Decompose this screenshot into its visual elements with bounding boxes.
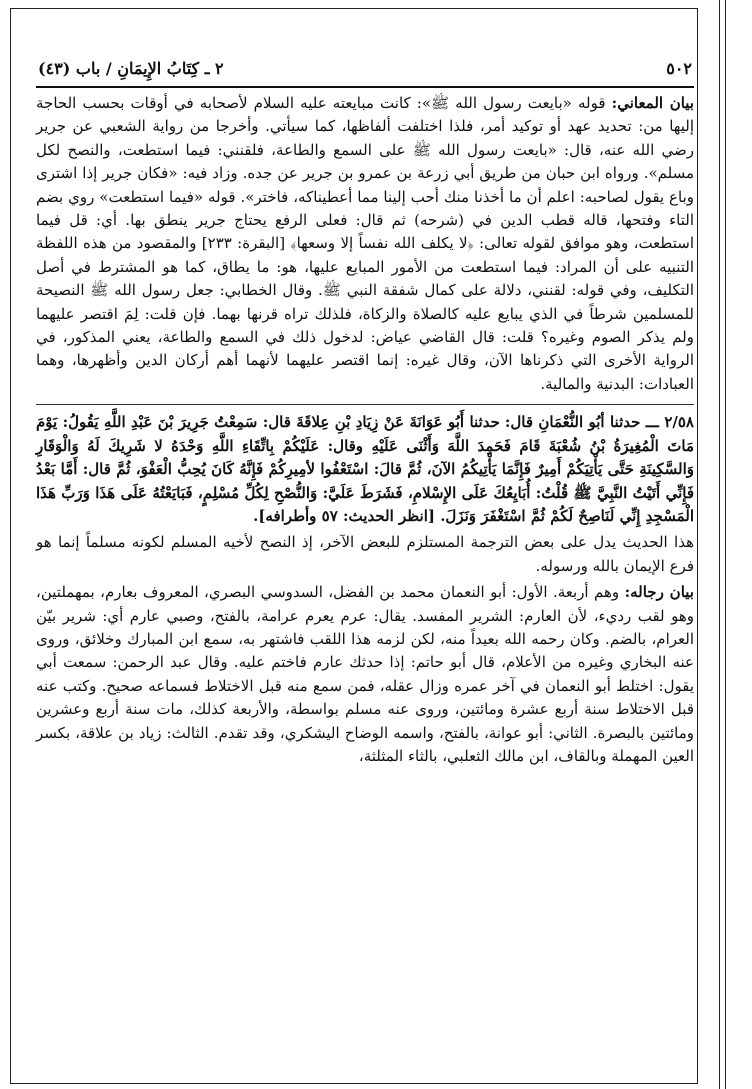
commentary-text: هذا الحديث يدل على بعض الترجمة المستلزم للبعض الآخر، إذ النصح لأخيه المسلم لكونه مسلماً إنما هو فرع الإيمان بالله ورسوله. [36,533,694,575]
page-number: ٥٠٢ [666,58,692,78]
section-divider [36,404,694,405]
chapter-title: ٢ ـ كِتَابُ الإِيمَانِ / باب (٤٣) [38,58,224,78]
header-rule [36,86,694,88]
hadith-number: ٢/٥٨ ـــ حدثنا أبُو النُّعْمَانِ قال: [504,413,694,432]
hadith-text: حدثنا أَبُو عَوَانَةَ عَنْ زِيَادِ بْنِ عِلاقَةَ قال: سَمِعْتُ جَرِيرَ بْنَ عَبْدِ اللَّهِ يَقُولُ: يَوْمَ مَاتَ الْمُغِيرَةُ بْنُ شُعْبَةَ قَامَ فَحَمِدَ اللَّهَ وَأَثْنَى عَلَيْهِ وقال: عَلَيْكُمْ بِاتِّقَاءِ اللَّهِ وَحْدَهُ لا شَرِيكَ لَهُ وَالْوَقَارِ وَالسَّكِينَةِ حَتَّى يَأْتِيَكُمْ أَمِيرٌ فَإِنَّمَا يَأْتِيكُمُ الآنَ، ثُمَّ قالَ: اسْتَعْفُوا لأمِيرِكُمْ فَإِنَّهُ كَانَ يُحِبُّ الْعَفْوَ، ثُمَّ قال: أَمَّا بَعْدُ فَإِنِّي أَتَيْتُ النَّبِيَّ ﷺ قُلْتُ: أُبَايِعُكَ عَلَى الإِسْلامِ، فَشَرَطَ عَلَيَّ: وَالنُّصْحِ لِكُلِّ مُسْلِمٍ، فَبَايَعْتُهُ عَلَى هَذَا وَرَبِّ هَذَا الْمَسْجِدِ إِنِّي لَنَاصِحٌ لَكُمْ ثُمَّ اسْتَغْفَرَ وَنَزَلَ. [انظر الحديث: ٥٧ وأطرافه]. [36,413,694,525]
section-heading: بيان رجاله: [624,583,694,602]
commentary-paragraph [36,531,694,578]
hadith-block [36,411,694,528]
running-header [38,54,692,82]
binding-edge [708,0,752,1089]
section-text: وهم أربعة. الأول: أبو النعمان محمد بن الفضل، السدوسي البصري، المعروف بعارم، بمهملتين، وهو لقب رديء، لأن العارم: الشرير المفسد. يقال: عرم يعرم عرامة، بالفتح، وصبي عارم أي: شرير بيّن العرام، بالضم. وكان رحمه الله بعيداً منه، لكن لزمه هذا اللقب فاشتهر به، سمع ابن المبارك وخلائق، وروى عنه البخاري وغيره من الأعلام، قال أبو حاتم: إذا حدثك عارم فاختم عليه. وقال عبد الرحمن: سمعت أبي يقول: اختلط أبو النعمان في آخر عمره وزال عقله، فمن سمع منه قبل الاختلاط فسماعه صحيح. وكتب عنه قبل الاختلاط سنة أربع عشرة ومائتين، وروى عنه مسلم بواسطة، والأربعة كذلك، مات سنة أربع وعشرين ومائتين بالبصرة. الثاني: أبو عوانة، بالفتح، واسمه الوضاح اليشكري، وقد تقدم. الثالث: زياد بن علاقة، بكسر العين المهملة وبالقاف، ابن مالك الثعلبي، بالثاء المثلثة، [36,583,694,765]
meanings-section [36,92,694,396]
narrators-section [36,581,694,768]
page-body [36,92,694,768]
section-heading: بيان المعاني: [611,94,694,112]
section-text: قوله «بايعت رسول الله ﷺ»: كانت مبايعته عليه السلام لأصحابه في أوقات بحسب الحاجة إليها من: تحديد عهد أو توكيد أمر، فلذا اختلفت ألفاظها، كما سيأتي. وأخرجا من رواية الشعبي عن جرير رضي الله عنه، قال: «بايعت رسول الله ﷺ على السمع والطاعة، فلقنني: فيما استطعت، والنصح لكل مسلم». ورواه ابن حبان من طريق أبي زرعة بن عمرو بن جرير عن جده. وزاد فيه: «فكان جرير إذا اشترى وباع يقول لصاحبه: اعلم أن ما أخذنا منك أحب إلينا مما أعطيناكه، فاختر». قوله «فيما استطعت» روي بضم التاء وفتحها، قاله قطب الدين في (شرحه) ثم قال: فعلى الرفع يحتاج جرير ينطق بها. أي: قل فيما استطعت، وهو موافق لقوله تعالى: ﴿لا يكلف الله نفساً إلا وسعها﴾ [البقرة: ٢٣٣] والمقصود من هذه اللفظة التنبيه على أن المراد: فيما استطعت من الأمور المبايع عليها، هو: ما يطاق، كما هو المشترط في أصل التكليف، وفي قوله: لقنني، دلالة على كمال شفقة النبي ﷺ. وقال الخطابي: جعل رسول الله ﷺ النصيحة للمسلمين شرطاً في الذي يبايع عليه كالصلاة والزكاة، فلذلك تراه قرنها بهما. فإن قلت: لِمَ اقتصر عليهما ولم يذكر الصوم وغيره؟ قلت: قال القاضي عياض: لدخول ذلك في السمع والطاعة، يعني المذكور، في الرواية الأخرى التي ذكرناها الآن، وقال غيره: إنما اقتصر عليهما لأنهما أهم أركان الدين وأظهرها، وهما العبادات: البدنية والمالية. [36,94,694,393]
